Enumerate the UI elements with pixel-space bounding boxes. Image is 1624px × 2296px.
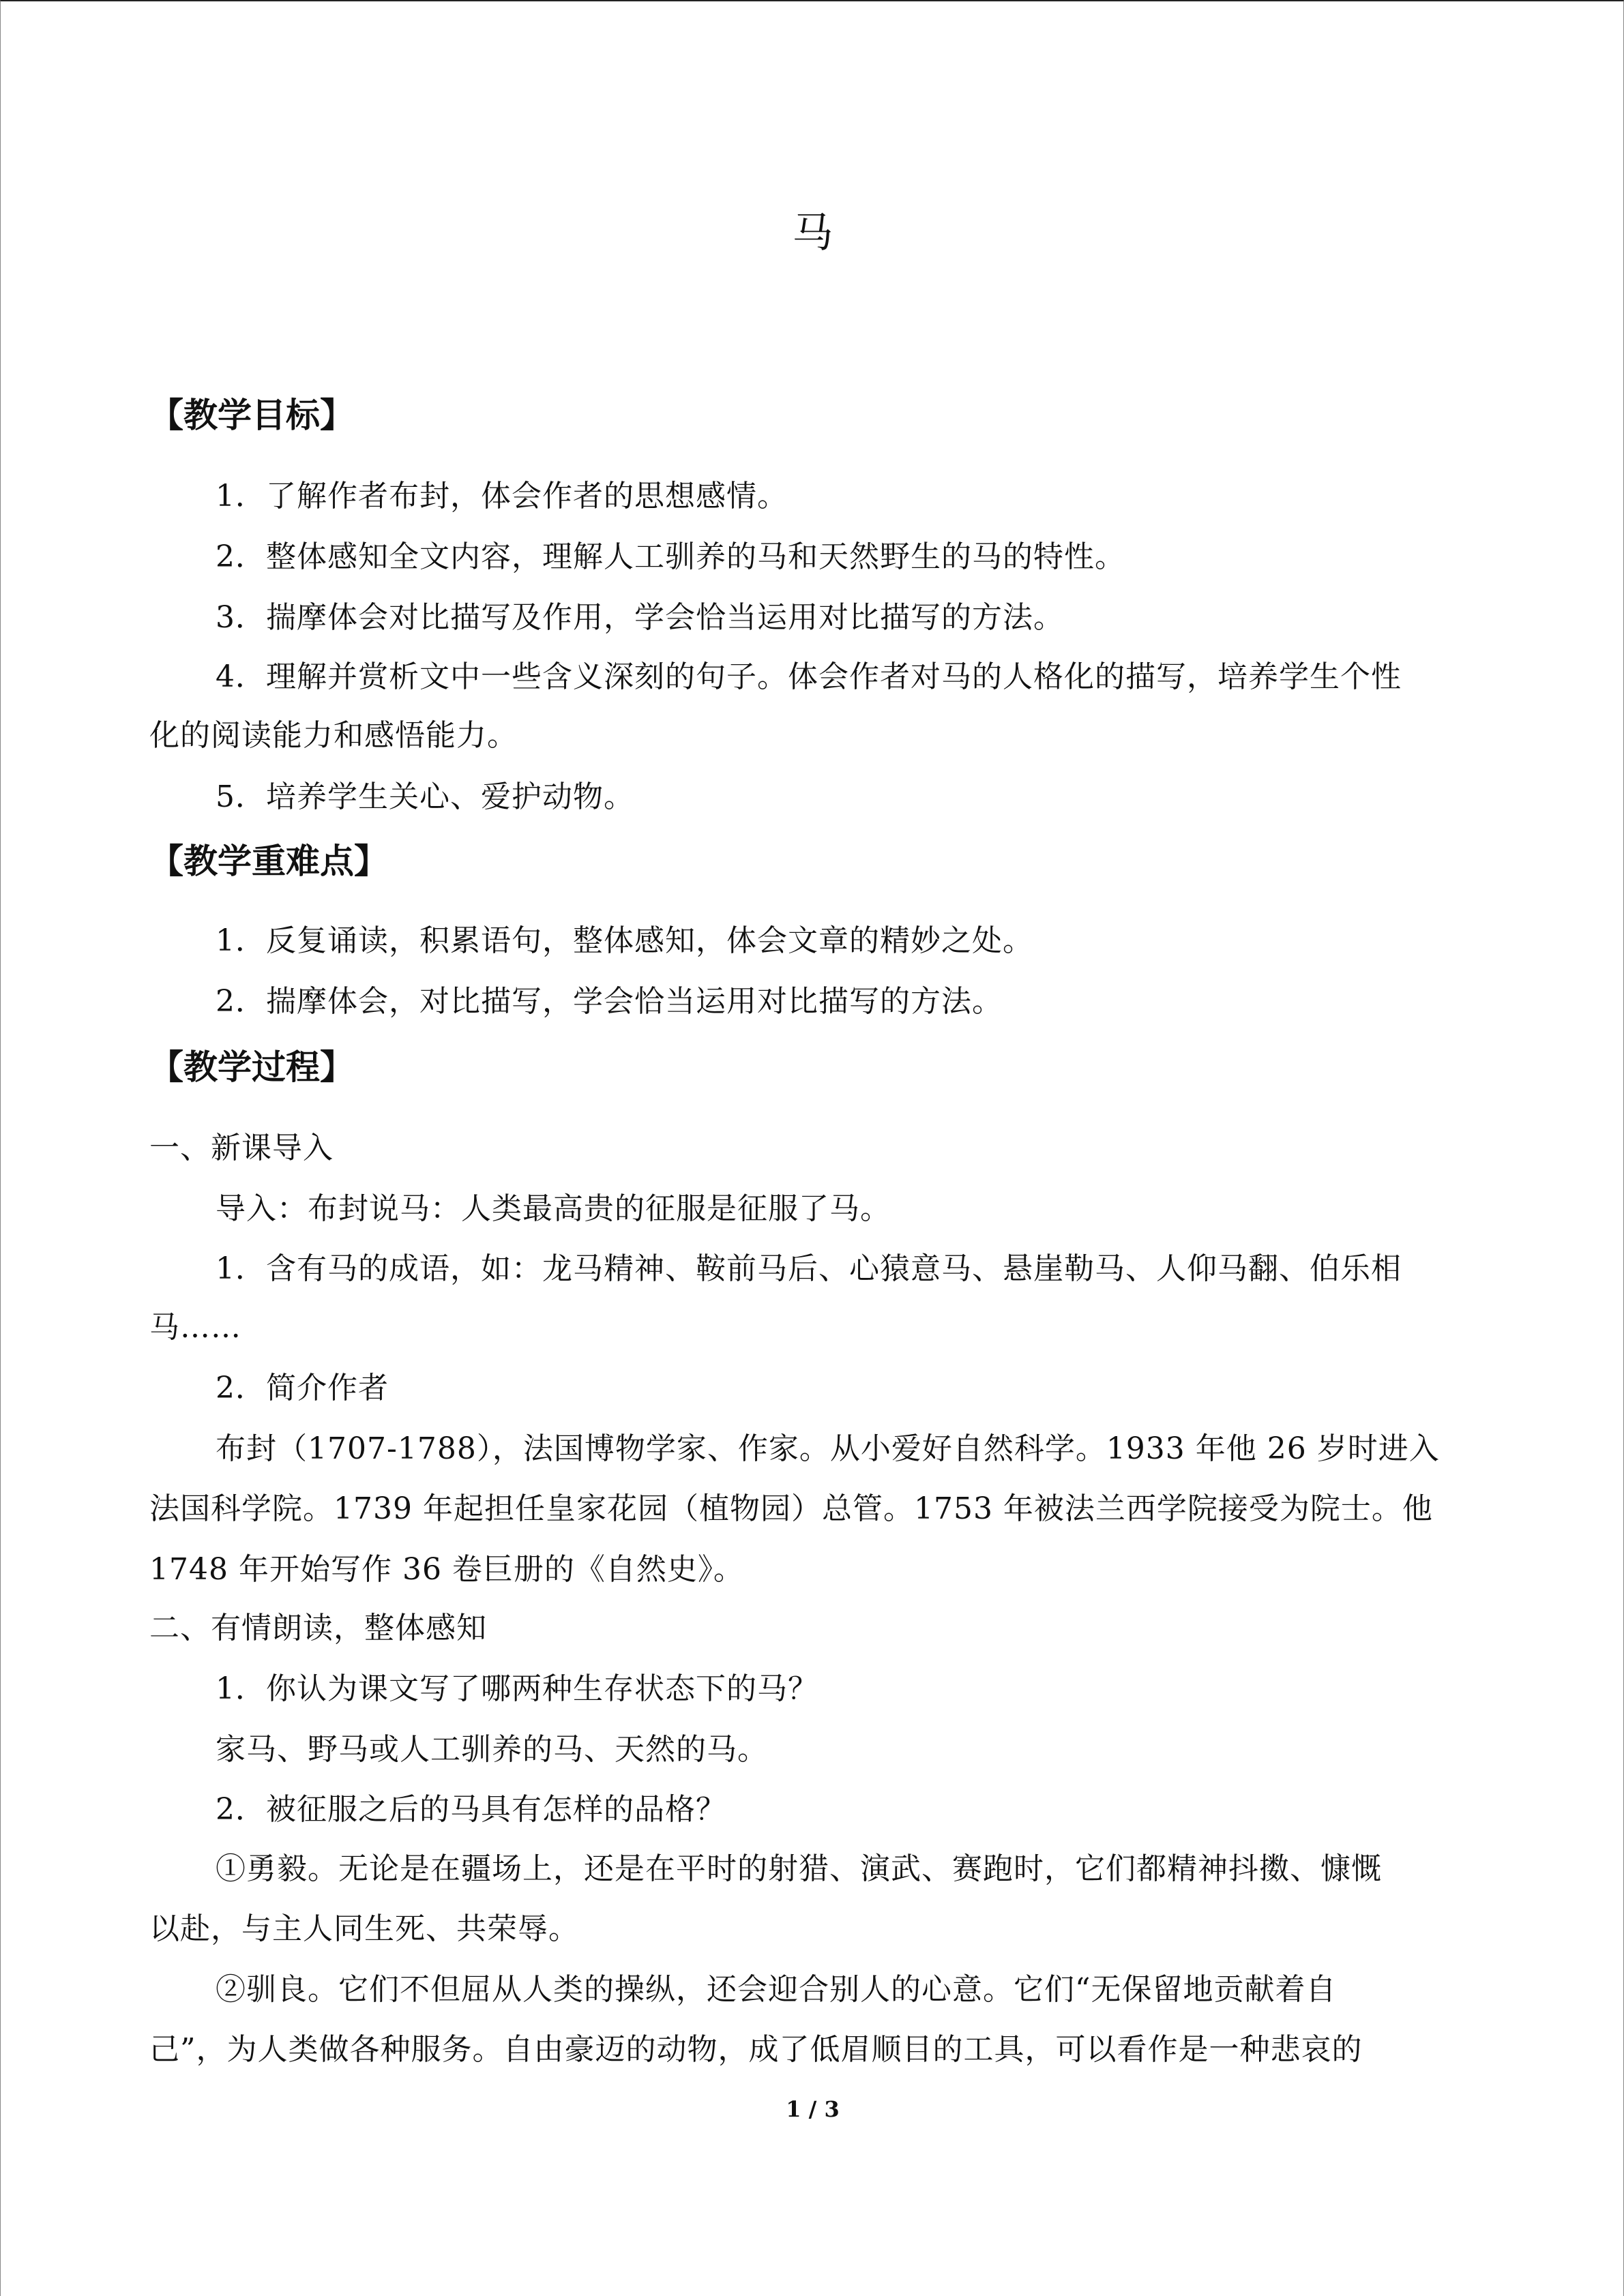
process-line: 2．简介作者 — [216, 1371, 389, 1405]
process-subheading-reading: 二、有情朗读，整体感知 — [149, 1611, 487, 1645]
objective-item-4: 4．理解并赏析文中一些含义深刻的句子。体会作者对马的人格化的描写，培养学生个性 — [216, 659, 1402, 694]
page-number: 1 / 3 — [786, 2096, 840, 2122]
process-line: ②驯良。它们不但屈从人类的操纵，还会迎合别人的心意。它们“无保留地贡献着自 — [216, 1972, 1337, 2007]
process-line: ①勇毅。无论是在疆场上，还是在平时的射猎、演武、赛跑时，它们都精神抖擞、慷慨 — [216, 1851, 1382, 1886]
process-line: 己”，为人类做各种服务。自由豪迈的动物，成了低眉顺目的工具，可以看作是一种悲哀的 — [149, 2032, 1363, 2067]
section-heading-process: 【教学过程】 — [149, 1047, 354, 1087]
process-subheading-intro: 一、新课导入 — [149, 1131, 334, 1165]
process-line: 1748 年开始写作 36 卷巨册的《自然史》。 — [149, 1552, 744, 1587]
process-line: 以赴，与主人同生死、共荣辱。 — [149, 1911, 579, 1946]
objective-item-3: 3．揣摩体会对比描写及作用，学会恰当运用对比描写的方法。 — [216, 600, 1064, 635]
objective-item-2: 2．整体感知全文内容，理解人工驯养的马和天然野生的马的特性。 — [216, 539, 1125, 574]
process-line: 导入：布封说马：人类最高贵的征服是征服了马。 — [216, 1191, 891, 1226]
section-heading-key-points: 【教学重难点】 — [149, 841, 388, 881]
process-line: 家马、野马或人工驯养的马、天然的马。 — [216, 1732, 768, 1767]
process-line: 1．含有马的成语，如：龙马精神、鞍前马后、心猿意马、悬崖勒马、人仰马翻、伯乐相 — [216, 1251, 1402, 1286]
process-line: 布封（1707-1788），法国博物学家、作家。从小爱好自然科学。1933 年他 26 岁时进入 — [216, 1431, 1440, 1466]
process-line: 马…… — [149, 1310, 241, 1345]
objective-item-5: 5．培养学生关心、爱护动物。 — [216, 779, 634, 814]
key-point-item-2: 2．揣摩体会，对比描写，学会恰当运用对比描写的方法。 — [216, 984, 1003, 1019]
process-line: 2．被征服之后的马具有怎样的品格？ — [216, 1792, 726, 1827]
objective-item-1: 1．了解作者布封，体会作者的思想感情。 — [216, 479, 788, 513]
key-point-item-1: 1．反复诵读，积累语句，整体感知，体会文章的精妙之处。 — [216, 923, 1033, 958]
page-title: 马 — [792, 209, 833, 257]
objective-item-4-continued: 化的阅读能力和感悟能力。 — [149, 718, 518, 753]
section-heading-objectives: 【教学目标】 — [149, 396, 354, 435]
process-line: 1．你认为课文写了哪两种生存状态下的马？ — [216, 1671, 818, 1706]
process-line: 法国科学院。1739 年起担任皇家花园（植物园）总管。1753 年被法兰西学院接受为院士。他 — [149, 1491, 1433, 1526]
